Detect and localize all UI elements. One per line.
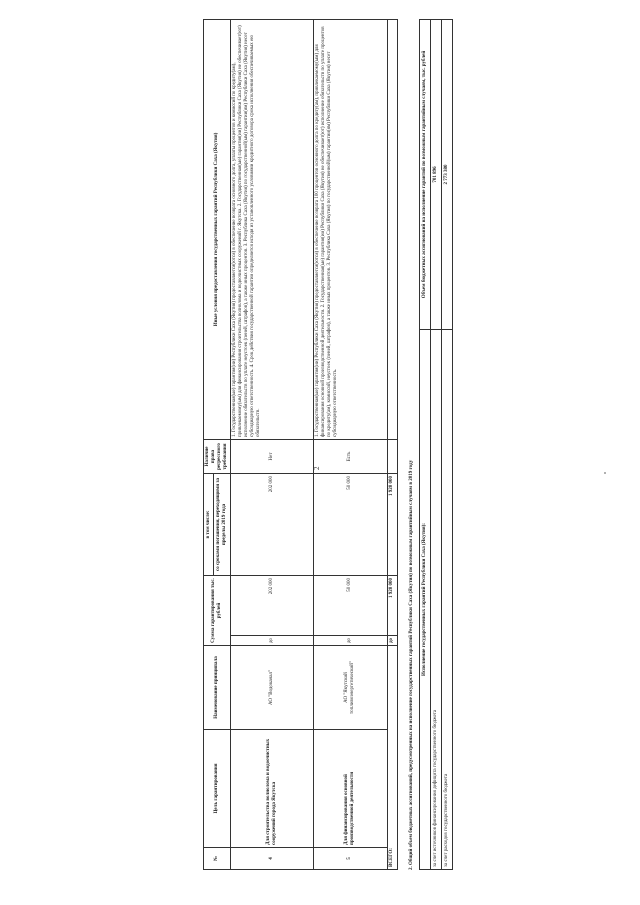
row-num: 4 [231, 848, 314, 870]
row-prefix: до [313, 636, 387, 646]
row-incl: 202 000 [231, 474, 314, 576]
total-prefix: до [387, 636, 397, 646]
table-row [231, 20, 314, 870]
total-empty-cell [387, 20, 397, 440]
row-conditions: 1. Государственная(ые) гарантия(ии) Республики Саха (Якутия) предоставляется(ются) в обеспечение возврата основного долга, уплаты процентов и комиссий по кредиту(ам), привлекаемому(ым) для финансирования строительства волнолома и водоочистных сооружений г. Якутска. 2. Государственная(ые) гарантия(ии) Республики Саха (Якутия) не обеспечивает(ют) исполнение обязательств по уплате неустоек (пеней, штрафов), а также иных процентов. 3. Республика Саха (Якутия) по государственной(ым) гарантии(ям) Республики Саха (Якутия) несет субсидиарную ответственность. 4. Срок действия государственной гарантии определяется исходя из установленного условиями кредитного договора срока исполнения обеспечиваемых ею обязательств. [231, 20, 314, 440]
header-incl: в том числе: [204, 474, 214, 576]
header-amount: Сумма гарантирования тыс. рублей [204, 576, 231, 646]
row-incl: 50 000 [313, 474, 387, 576]
row-purpose: Для финансирования основной производственной деятельности [313, 730, 387, 848]
header-regress: Наличие права регрессного требования [204, 440, 231, 474]
table-row [442, 20, 453, 870]
budget-allocation-table [419, 19, 453, 870]
table-header-row [420, 20, 431, 870]
table-row [313, 20, 387, 870]
rotated-document-content [203, 20, 453, 870]
total-empty-cell [387, 440, 397, 474]
row-purpose: Для строительства волнолома и водоочистных сооружений города Якутска [231, 730, 314, 848]
row-num: 5 [313, 848, 387, 870]
allocation-label: за счет расходов государственного бюджета [442, 330, 453, 870]
header-volume: Объем бюджетных ассигнований на исполнение гарантий по возможным гарантийным случаям, тыс. рублей [420, 20, 431, 330]
page-number: 2 [313, 466, 321, 470]
table-row [431, 20, 442, 870]
row-regress: Нет [231, 440, 314, 474]
header-principal: Наименование принципала [204, 646, 231, 730]
row-amount: 50 000 [313, 576, 387, 636]
section-2-title: 2. Общий объем бюджетных ассигнований, предусмотренных на исполнение государственных гарантий Республики Саха (Якутия) по возможным гарантийным случаям в 2019 году [409, 459, 414, 870]
row-amount: 202 000 [231, 576, 314, 636]
row-regress: Есть [313, 440, 387, 474]
allocation-value: 2 773 380 [442, 20, 453, 330]
header-num: № [204, 848, 231, 870]
allocation-label: за счет источников финансирования дефицита государственного бюджета [431, 330, 442, 870]
scan-speck [604, 472, 606, 474]
table-total-row [387, 20, 397, 870]
header-conditions: Иные условия предоставления государственных гарантий Республики Саха (Якутия) [204, 20, 231, 440]
total-incl: 1 920 000 [387, 474, 397, 576]
header-source: Исполнение государственных гарантий Республики Саха (Якутия): [420, 330, 431, 870]
guarantees-table [203, 19, 398, 870]
total-amount: 1 920 000 [387, 576, 397, 636]
allocation-value: 701 896 [431, 20, 442, 330]
header-purpose: Цель гарантирования [204, 730, 231, 848]
table-header-row [204, 20, 214, 870]
row-principal: АО "Водоканал" [231, 646, 314, 730]
row-conditions: 1. Государственная(ые) гарантия(ии) Республики Саха (Якутия) предоставляется(ются) в обеспечение возврата 100 процентов основного долга по кредиту(ам), привлекаемому(ым) для финансирования основной производственной деятельности. 2. Государственная(ые) гарантия(ии) Республики Саха (Якутия) не обеспечивает(ют) исполнение обязательств по уплате процентов по кредиту(ам), комиссий, неустоек (пеней, штрафов), а также иных процентов. 3. Республика Саха (Якутия) по государственной(ым) гарантии(ям) Республики Саха (Якутия) несет субсидиарную ответственность. [313, 20, 387, 440]
total-label: ВСЕГО: [387, 646, 397, 870]
header-incl-sub: со сроками погашения, переходящими за пределы 2019 года [214, 474, 231, 576]
row-prefix: до [231, 636, 314, 646]
row-principal: АО "Якутский топливоэнергетический" [313, 646, 387, 730]
